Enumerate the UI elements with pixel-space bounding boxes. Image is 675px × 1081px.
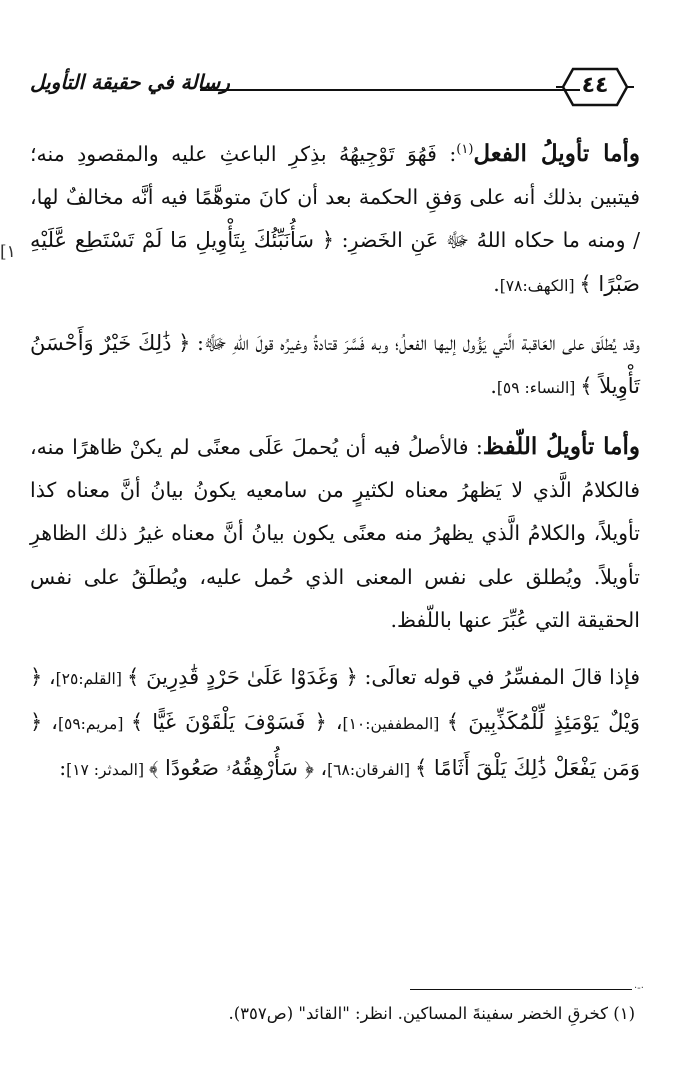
paragraph-exegete-examples [30,656,640,792]
footnote: (١) كخرقِ الخضر سفينةَ المساكين. انظر: "القائد" (ص٣٥٧). [228,1004,635,1023]
verse-reference: [الكهف:٧٨] [499,276,580,295]
paragraph-action-interpretation [30,128,640,308]
paragraph-word-interpretation [30,425,640,642]
heading-word-interpretation: وأما تأويلُ اللّفظ [482,432,640,460]
verse-reference: [الفرقان:٦٨] [327,760,415,779]
main-text [30,128,640,792]
punctuation: . [490,374,497,399]
running-title: رسالة في حقيقة التأويل [30,70,230,94]
footnote-reference[interactable]: (١) [456,142,474,157]
quran-quote: ﴿ وَغَدَوْا عَلَىٰ حَرْدٍ قَٰدِرِينَ ﴾ [127,665,358,690]
quran-quote: ﴿ وَيْلٌ يَوْمَئِذٍ لِّلْمُكَذِّبِينَ ﴾ [30,665,641,735]
separator: ، [42,710,58,735]
quran-quote: ﴿ فَسَوْفَ يَلْقَوْنَ غَيًّا ﴾ [130,710,327,735]
paragraph-outcome [30,322,640,411]
verse-reference: [القلم:٢٥] [55,670,127,689]
verse-reference: [مريم:٥٩] [57,715,131,734]
quran-quote: ﴿ ذَٰلِكَ خَيْرٌ وَأَحْسَنُ تَأْوِيلاً ﴾ [30,331,640,399]
footnote-dots: ·-· [634,983,644,994]
heading-action-interpretation: وأما تأويلُ الفعل [473,139,640,167]
verse-reference: [النساء: ٥٩] [496,379,581,398]
verse-reference: [المدثر: ١٧] [66,760,149,779]
quran-quote: ﴿ سَأُنَبِّئُكَ بِتَأْوِيلِ مَا لَمْ تَسْتَطِع عَّلَيْهِ صَبْرًا ﴾ [30,228,640,296]
page-header [30,62,640,118]
paragraph-text: وقد يُطلَق على العَاقبة الَّتي يَؤُول إليها الفعلُ؛ وبه فَسَّرَ قتادةُ وغيرُه قولَ اللهِ ﷻ: [190,331,640,356]
margin-marker: [١ [0,242,16,262]
page-number: ٤٤ [581,73,609,98]
footnote-rule [410,989,632,990]
separator: ، [42,665,56,690]
paragraph-text: فإذا قالَ المفسِّرُ في قوله تعالَى: [357,665,641,690]
separator: ، [313,755,328,780]
paragraph-text: : فالأصلُ فيه أن يُحملَ عَلَى معنًى لم يكنْ ظاهرًا منه، فالكلامُ الَّذي لا يَظهرُ معناه لكثيرٍ من سامعيه يكونُ بيانُ أنَّ معناه كذا تأويلاً، والكلامُ الَّذي يظهرُ منه معنًى يكون بيانُ أنَّ معناه غيرُ ذلك الظاهرِ تأويلاً. ويُطلق على نفس المعنى الذي حُمل عليه، ويُطلَقُ على نفس الحقيقة التي عُبِّرَ عنها باللّفظ. [30,434,640,632]
quran-quote: ﴿ سَأُرْهِقُهُۥ صَعُودًا ﴾ [148,755,314,780]
header-rule [200,89,580,91]
page-number-badge [555,64,635,110]
paragraph-text: : فَهُوَ تَوْجِيهُهُ بذِكرِ الباعثِ عليه والمقصودِ منه؛ فيتبين بذلك أنه على وَفقِ الحكمة بعد أن كانَ متوهَّمًا فيه أنَّه مخالفٌ لها، / ومنه ما حكاه اللهُ ﷻ عَنِ الخَضرِ: [30,141,640,253]
separator: ، [326,710,343,735]
punctuation: : [59,755,67,780]
verse-reference: [المطففين:١٠] [342,715,447,734]
quran-quote: ﴿ وَمَن يَفْعَلْ ذَٰلِكَ يَلْقَ أَثَامًا ﴾ [30,710,640,780]
punctuation: . [493,271,500,296]
